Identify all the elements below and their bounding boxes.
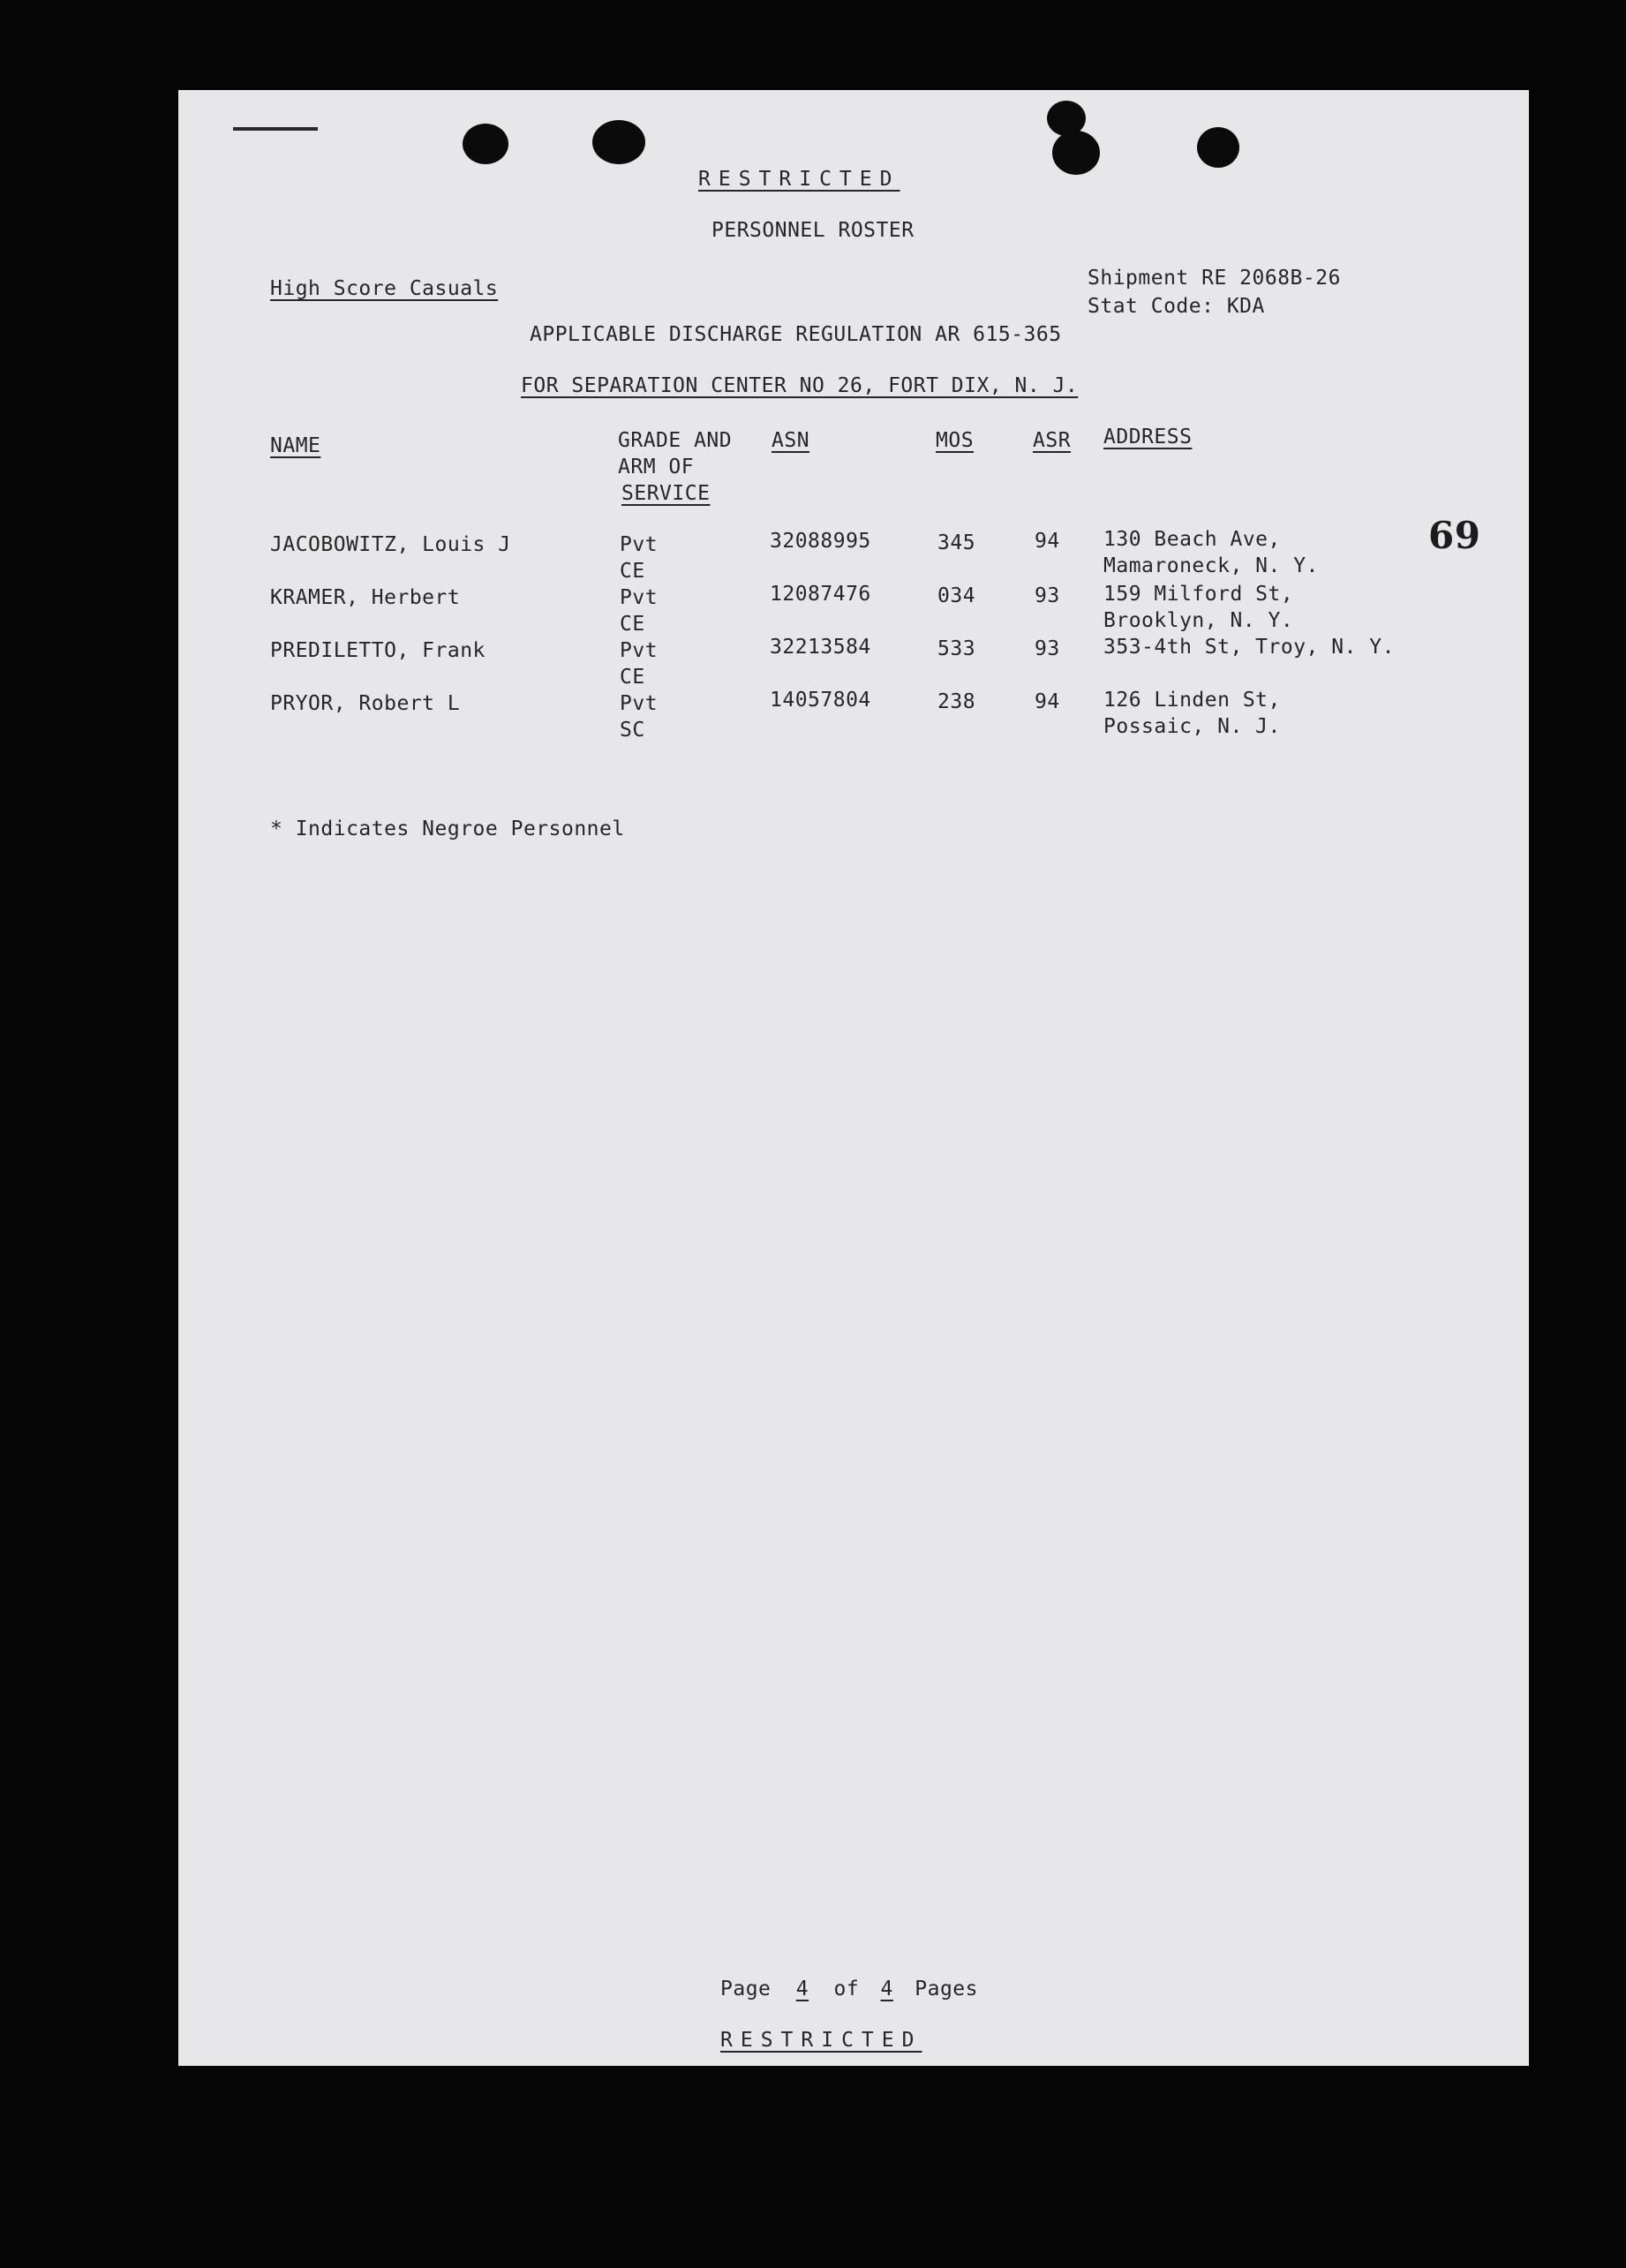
row-name: KRAMER, Herbert [270, 586, 461, 609]
row-grade: Pvt [620, 586, 659, 609]
row-asr: 94 [1035, 530, 1060, 553]
row-arm: CE [620, 560, 645, 583]
row-address-line1: 130 Beach Ave, [1103, 528, 1281, 551]
column-header-service: SERVICE [621, 482, 711, 505]
page-indicator [720, 1978, 978, 2001]
row-asr: 94 [1035, 690, 1060, 713]
discharge-regulation: APPLICABLE DISCHARGE REGULATION AR 615-365 [530, 323, 1062, 346]
table-row [178, 528, 1529, 586]
row-arm: SC [620, 719, 645, 742]
punch-hole [463, 124, 508, 164]
column-header-asr: ASR [1033, 429, 1072, 452]
row-asr: 93 [1035, 584, 1060, 607]
page-total: 4 [880, 1978, 893, 2001]
page-current: 4 [795, 1978, 809, 2001]
column-header-asn: ASN [772, 429, 810, 452]
row-asn: 32088995 [770, 530, 871, 553]
column-header-arm: ARM OF [618, 456, 695, 478]
ink-mark [233, 127, 318, 131]
column-header-grade: GRADE AND [618, 429, 733, 452]
footnote: * Indicates Negroe Personnel [270, 818, 625, 840]
classification-header: RESTRICTED [698, 168, 900, 191]
row-address-line2: Mamaroneck, N. Y. [1103, 554, 1319, 577]
separation-center: FOR SEPARATION CENTER NO 26, FORT DIX, N. J. [521, 374, 1079, 397]
column-header-address: ADDRESS [1103, 426, 1193, 448]
row-mos: 533 [937, 637, 976, 660]
classification-footer: RESTRICTED [720, 2029, 922, 2052]
row-arm: CE [620, 613, 645, 636]
row-name: PREDILETTO, Frank [270, 639, 486, 662]
row-grade: Pvt [620, 533, 659, 556]
pages-word: Pages [915, 1978, 978, 2001]
document-title: PERSONNEL ROSTER [711, 219, 915, 242]
stat-code: Stat Code: KDA [1088, 295, 1265, 318]
row-grade: Pvt [620, 639, 659, 662]
row-address-line1: 126 Linden St, [1103, 689, 1281, 712]
row-arm: CE [620, 666, 645, 689]
of-word: of [833, 1978, 860, 2001]
row-name: JACOBOWITZ, Louis J [270, 533, 511, 556]
row-address-line2: Brooklyn, N. Y. [1103, 609, 1294, 632]
row-asr: 93 [1035, 637, 1060, 660]
page-word: Page [720, 1978, 772, 2001]
page-number: 69 [1428, 514, 1481, 557]
punch-hole [1052, 131, 1100, 175]
row-address-line1: 353-4th St, Troy, N. Y. [1103, 636, 1395, 659]
row-mos: 034 [937, 584, 976, 607]
table-row [178, 583, 1529, 639]
row-asn: 32213584 [770, 636, 871, 659]
punch-hole [592, 120, 645, 164]
row-name: PRYOR, Robert L [270, 692, 461, 715]
punch-hole [1197, 127, 1239, 168]
column-header-name: NAME [270, 434, 321, 457]
document-page [178, 90, 1529, 2066]
table-row [178, 636, 1529, 692]
row-asn: 12087476 [770, 583, 871, 606]
row-address-line1: 159 Milford St, [1103, 583, 1294, 606]
group-label: High Score Casuals [270, 277, 499, 300]
row-address-line2: Possaic, N. J. [1103, 715, 1281, 738]
shipment-number: Shipment RE 2068B-26 [1088, 267, 1341, 290]
row-mos: 238 [937, 690, 976, 713]
row-grade: Pvt [620, 692, 659, 715]
row-asn: 14057804 [770, 689, 871, 712]
row-mos: 345 [937, 531, 976, 554]
column-header-mos: MOS [936, 429, 975, 452]
table-row [178, 689, 1529, 745]
